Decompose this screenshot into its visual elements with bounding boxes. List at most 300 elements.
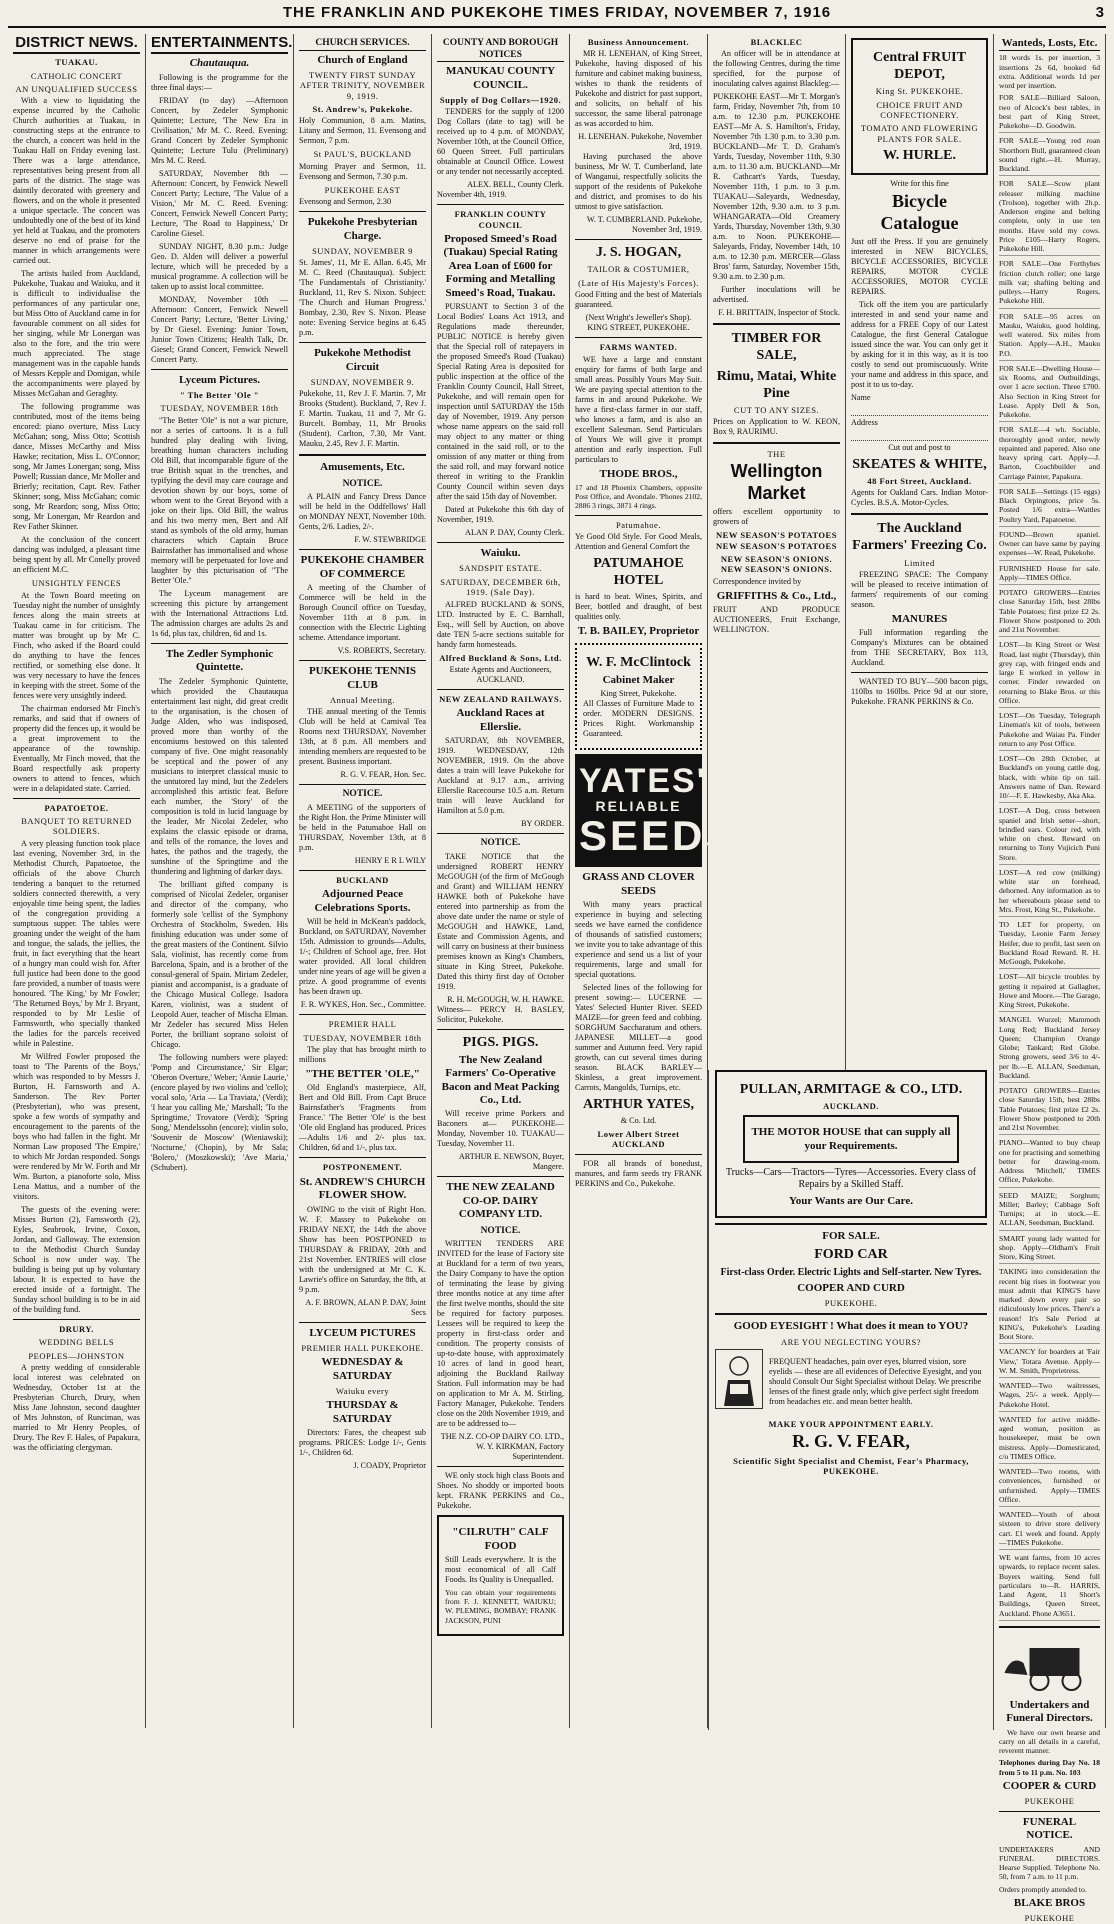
- notice-heading: Waiuku.: [480, 547, 521, 560]
- calf-food-ad: [437, 1515, 564, 1636]
- ad-text: FOR all brands of bonedust, manures, and farm seeds try FRANK PERKINS and Co., Pukekohe.: [575, 1158, 702, 1188]
- divider: [437, 1466, 564, 1467]
- ad-heading: Central FRUIT DEPOT,: [873, 50, 966, 83]
- divider: [151, 643, 288, 644]
- ad-address: (Next Wright's Jeweller's Shop).: [585, 313, 692, 323]
- divider: [999, 1626, 1100, 1628]
- notice-text: Holy Communion, 8 a.m. Matins, Litany and Sermon, 11. Evensong and Sermon, 7 p.m.: [299, 116, 426, 146]
- notice-signature: BY ORDER.: [521, 819, 564, 829]
- notice-heading: PIGS. PIGS.: [462, 1034, 539, 1050]
- notice-subheading: SUNDAY, NOVEMBER 9: [312, 245, 413, 256]
- notice-heading: POSTPONEMENT.: [322, 1162, 403, 1173]
- notice-signature: J. COADY, Proprietor: [353, 1461, 426, 1471]
- yates-logo-word: SEEDS: [579, 812, 737, 860]
- classified-item: SEED MAIZE; Sorghum; Millet; Barley; Cabbage Soft Turnips; at in stock.—E. ALLAN, Seedsman, Buckland.: [999, 1191, 1100, 1231]
- ad-tagline: MAKE YOUR APPOINTMENT EARLY.: [768, 1418, 934, 1429]
- article-heading: UNSIGHTLY FENCES: [31, 578, 122, 589]
- divider: [575, 239, 702, 240]
- ad-trade: Cabinet Maker: [602, 673, 675, 686]
- ad-proprietor: T. B. BAILEY, Proprietor: [577, 625, 700, 638]
- notice-heading: Alfred Buckland & Sons, Ltd.: [439, 652, 562, 663]
- ad-heading: GRASS AND CLOVER SEEDS: [582, 871, 695, 897]
- ad-name: W. HURLE.: [882, 147, 956, 163]
- ad-text: We have our own hearse and carry on all details in a careful, reverent manner.: [999, 1727, 1100, 1756]
- coupon-name-line[interactable]: [851, 393, 988, 416]
- notice-heading: St. ANDREW'S CHURCH FLOWER SHOW.: [299, 1175, 426, 1202]
- ad-address: Lower Albert Street AUCKLAND: [597, 1129, 680, 1150]
- notice-text: A PLAIN and Fancy Dress Dance will be held in the Oddfellows' Hall on MONDAY NEXT, November 10th. Gents, 2/6. Ladies, 2/-.: [299, 492, 426, 532]
- ad-name: PATUMAHOE HOTEL: [593, 556, 684, 589]
- hearse-carriage-icon: [999, 1633, 1100, 1693]
- ad-text: First-class Order. Electric Lights and Self-starter. New Tyres.: [720, 1266, 982, 1278]
- divider: [299, 1322, 426, 1323]
- classified-item: FOR SALE—4 wh. Sociable, thoroughly good order, newly repainted and papered. Also one heavy spring cart. Apply—J. Barton, Coachbuilder and Carriage Painter, Papakura.: [999, 425, 1100, 484]
- notice-signature: W. T. CUMBERLAND. Pukekohe, November 3rd, 1919.: [586, 215, 702, 235]
- notice-text: Having purchased the above business, Mr W. T. Cumberland, late of Wanganui, respectfully solicits the support of the residents of Pukekohe and district, and promises to do his utmost to give satisfaction.: [575, 152, 702, 212]
- notice-heading: NOTICE.: [480, 838, 521, 849]
- article-paragraph: The guests of the evening were: Misses Burton (2), Farnsworth (2), Eyles, Seabrook, Irvine, Coxon, Jordan, and Galloway. The extension to the Methodist Church Sunday School is now under way. The building is being put up by voluntary labour. It is expected to have the erected inside of a fortnight. The Sunday school building is to be in aid of the building fund.: [13, 1204, 140, 1314]
- notice-heading: NOTICE.: [480, 1225, 521, 1236]
- classified-item: PIANO—Wanted to buy cheap one for practising and something better for drawing-room. Address 'Mitchell,' TIMES Office, Pukekohe.: [999, 1138, 1100, 1187]
- article-date: TUESDAY, NOVEMBER 18th: [160, 403, 279, 414]
- ad-name: J. S. HOGAN,: [595, 245, 682, 261]
- article-paragraph: The brilliant gifted company is comprised of Nicolai Zedeler, organiser and director of the company, who formerly sole 'cellist of the Symphony Orchestra of Stockholm, Sweden. His finishing education was under some of the great masters of the Continent. Silvio Sala, violinist, has recently come from Barcelona, Spain, and is a brother of the consul-general of Spain. Miriam Zedeler, pianist and accompanist, is a graduate of the Chicago Musical College. Isadora Karen, violinist, was a student of Leopold Auer, teacher of Mischa Elman. Mr Zedeler has secured Miss Helen Porter, the brilliant soprano soloist of Chicago.: [151, 879, 288, 1049]
- notice-text: A meeting of the Chamber of Commerce will be held in the Borough Council office on Tuesday, November 11th at 8 p.m. in connection with the Electric Lighting scheme. Attendance important.: [299, 583, 426, 643]
- article-paragraph: The artists hailed from Auckland, Pukekohe, Tuakau and Waiuku, and it is difficult to individualise the performances of any particular one, but Miss Otto of Auckland came in for favourable comment on all sides for her singing, while Mr Lonergan was also to the fore, and the trio were much appreciated. The stage management was in the capable hands of Messrs Kepple and Domigan, while the accompaniments were played by Misses McGahan and Geraghty.: [13, 269, 140, 399]
- divider: [299, 1157, 426, 1158]
- article-paragraph: The following numbers were played: 'Pomp and Circumstance,' Sir Elgar; 'Oberon Overture,' Weber; 'Annie Laurie,' (encore played by two violins and 'cello); vocal solo, 'Aria — La Traviata,' (Verdi); 'I hear you calling Me,' Marshall; 'To the Springtime,' Trovatore (Verdi); 'Spring Song,' Mendelssohn (encore); violin solo, 'Souvenir de Moscow' (Wieniawski); 'Nocturne,' (Chopin), by Mr Sala; 'Bolero,' (Moszkowski); 'Ave Maria,' (Schubert).: [151, 1052, 288, 1172]
- section-heading: Amusements, Etc.: [320, 461, 405, 474]
- column-county-notices: [432, 34, 570, 1728]
- article-paragraph: A very pleasing function took place last evening, November 3rd, in the Methodist Church, Papatoetoe, the officials of the above Church tendering a banquet to the returned soldiers connected therewith, a very enjoyable time being spent, the ladies of the congregation providing a sumptuous supper. The tables were groaning under the weight of the ham and tongue, the salads, the jellies, the fruit, in fact everything that the heart of a hungry man could wish for. After full justice had been done to the good fare provided, a number of toasts were honoured. 'The King,' by Mr Fowler; 'The Returned Boys,' by Mr J. Bryant, responded to by Mr Leslie of Farmsworth, who specially thanked the ladies for the parcels received while in Palestine.: [13, 838, 140, 1048]
- yates-seeds-logo: [575, 754, 737, 867]
- rates-text: 18 words 1s. per insertion, 3 insertions 2s 6d, booked 6d extra. Additional words 1d per word per insertion.: [999, 53, 1100, 91]
- section-heading: COUNTY AND BOROUGH NOTICES: [437, 38, 564, 62]
- classified-item: FOR SALE—Settings (15 eggs) Black Orpingtons, price 5s. Posted 1/6 extra—Wattles Poultry Yard, Papatoetoe.: [999, 487, 1100, 527]
- ad-text: Ye Good Old Style. For Good Meals, Attention and General Comfort the: [575, 532, 702, 552]
- column-wanteds: [994, 34, 1106, 1924]
- ad-heading: FUNERAL NOTICE.: [1022, 1815, 1077, 1842]
- notice-text: Further inoculations will be advertised.: [713, 285, 840, 305]
- notice-signature: HENRY E R L WILY: [354, 856, 426, 866]
- notice-heading: FARMS WANTED.: [599, 342, 678, 353]
- divider: [299, 784, 426, 785]
- classified-item: VACANCY for boarders at 'Fair View,' Totara Avenue. Apply—W. M. Smith, Proprietress.: [999, 1347, 1100, 1378]
- article-heading: CATHOLIC CONCERT: [30, 70, 123, 81]
- lower-right-ads: [708, 1070, 994, 1730]
- ad-subheading: NEW SEASON'S ONIONS. NEW SEASON'S ONIONS.: [720, 554, 833, 575]
- article-paragraph: The Zedeler Symphonic Quintette, which provided the Chautauqua entertainment last night, did great credit to the organisation, is the chosen of Judge Alden, who was indisposed, proved more than worthy of the encomiums bestowed on this talented company of five. One might reasonably be sceptical and the power of any musicians to interpret classical music to the untutored lay mind, but the Zedelers accomplished this artistic feat. Before each number, the 'Story' of the composition is told in lucid language by the leader, Mr Nicolai Zedeler, who explains the classic episode or drama, and tells of the romance, the loves and hates, the pathos and the tragedy, the sunshine of the Springtime and the thundering and lightning of darker days.: [151, 676, 288, 876]
- ad-place: PUKEKOHE: [1024, 1913, 1075, 1924]
- divider: [437, 689, 564, 690]
- classified-item: POTATO GROWERS—Entries close Saturday 15th, best 28lbs Table Potatoes; first prize £2 2s. Flower Show postponed to 20th and 21st November.: [999, 588, 1100, 637]
- ad-note: (Late of His Majesty's Forces).: [578, 277, 699, 288]
- ad-text: Prices on Application to W. KEON, Box 9, RAURIMU.: [713, 417, 840, 437]
- motor-house-box: [743, 1115, 959, 1163]
- article-paragraph: MONDAY, November 10th — Afternoon: Concert, Fenwick Newell Concert Party; Lecture, 'Better Living,' by Dr Giesel. Evening: Junior Town, Junior Town Citizens; Health Talk, Dr. Giesel; Grand Concert, Fenwick Newell Concert Party.: [151, 294, 288, 364]
- ad-name: W. F. McClintock: [586, 654, 691, 670]
- wanted-list: [999, 93, 1100, 1621]
- ad-name: SKEATES & WHITE,: [852, 456, 987, 472]
- ad-text: Cut out and post to: [888, 442, 951, 452]
- notice-text: PURSUANT to Section 3 of the Local Bodies' Loans Act 1913, and Regulations made thereunder, PUBLIC NOTICE is hereby given that the Special roll of ratepayers in the proposed Smeed's Road (Tuakau) Special Rating Area is deposited for public inspection at the office of the Franklin County Council, Hall Street, Pukekohe, and will remain open for inspection until SATURDAY the 15th day of November, 1919. Any person whose name appears on the said roll may object to any matter or thing contained in the said roll, or to the omission of any matter or thing from the said roll, and may forward notice thereof in writing to the Franklin County Council within seven days after the said 15th day of November.: [437, 302, 564, 502]
- article-heading: WEDDING BELLS: [38, 1337, 115, 1348]
- divider: [851, 672, 988, 673]
- ad-text: Selected lines of the following for present sowing:— LUCERNE — Yates' Selected Hunter River. SEED MAIZE—for green feed and cobbing. SORGHUM Saccharatum and others. JAPANESE MILLET—a good summer and Autumn feed. Very rapid growth, can cut several times during season. BLACK BARLEY— Skinless, a great improvement. Carrots, Mangolds, Turnips, etc.: [575, 982, 702, 1092]
- notice-text: Estate Agents and Auctioneers, AUCKLAND.: [449, 664, 552, 684]
- divider: [299, 1014, 426, 1015]
- notice-text: SATURDAY, 8th NOVEMBER, 1919. WEDNESDAY, 12th NOVEMBER, 1919. On the above dates a train will leave Pukekohe for Auckland at 9.17 a.m., arriving Ellerslie Racecourse 10.5 a.m. Return train will leave Auckland for Hamilton at 5.0 p.m.: [437, 736, 564, 816]
- notice-heading: PUKEKOHE CHAMBER OF COMMERCE: [300, 554, 425, 580]
- classified-item: WANTED—Two rooms, with conveniences, furnished or unfurnished. Apply—TIMES Office.: [999, 1467, 1100, 1507]
- coupon-label: Address: [851, 417, 878, 427]
- ad-address: King St. PUKEKOHE.: [875, 86, 964, 97]
- article-paragraph: SATURDAY, November 8th — Afternoon: Concert, by Fenwick Newell Concert Party; Lecture, 'The Value of a Vision,' Mr M. C. Reed. Evening: Concert, Fenwick Newell Concert Party; Lecture, 'The Road to Happiness,' Dr Caroline Giesel.: [151, 168, 288, 238]
- notice-subheading: SUNDAY, NOVEMBER 9.: [310, 377, 415, 388]
- divider: [13, 1319, 140, 1320]
- notice-text: TENDERS for the supply of 1200 Dog Collars (date to tag) will be received up to 4 p.m. of MONDAY, November 10th, at the Council Office, 60 Queen Street. Full particulars obtainable at Council Office. Lowest or any tender not necessarily accepted.: [437, 107, 564, 177]
- notice-text: St. James', 11, Mr E. Allan. 6.45, Mr M. C. Reed (Chautauqua). Subject: 'The Fundamentals of Christianity.' Buckland, 11, Rev S. Nixon. Subject: 'The Church and Human Progress.' Bombay, 2.30, Rev S. Nixon. Please note: Evening Service begins at 6.45 p.m.: [299, 258, 426, 338]
- newspaper-title: THE FRANKLIN AND PUKEKOHE TIMES FRIDAY, NOVEMBER 7, 1916: [282, 4, 832, 21]
- notice-signature: ALEX. BELL, County Clerk.: [467, 180, 564, 190]
- divider: [299, 342, 426, 343]
- page-number: 3: [1095, 4, 1104, 21]
- notice-subheading: PUKEKOHE EAST: [324, 184, 401, 195]
- coupon-label: Name: [851, 392, 871, 402]
- article-subheading: PEOPLES—JOHNSTON: [28, 1350, 125, 1361]
- notice-text: ALFRED BUCKLAND & SONS, LTD. Instructed by E. C. Barnhall, Esq., will Sell by Auction, on above date TEN 5-acre sections suitable for handy farm homesteads.: [437, 599, 564, 649]
- section-heading: DISTRICT NEWS.: [13, 34, 140, 54]
- ad-text: Write for this fine: [890, 179, 949, 189]
- notice-subheading: Annual Meeting.: [329, 695, 396, 706]
- ad-text: is hard to beat. Wines, Spirits, and Beer, bottled and draught, of best qualities only.: [575, 592, 702, 622]
- ad-text: Correspondence invited by: [713, 576, 802, 586]
- notice-heading: NOTICE.: [342, 789, 383, 800]
- ad-heading: FOR SALE.: [822, 1230, 880, 1243]
- notice-text: Will be held in McKean's paddock, Buckland, on SATURDAY, November 15th. Admission to grounds—Adults, 1/-; Children of School age, free. Hot water provided. All local children under nine years of age will be given a prize. A good programme of events has been drawn up.: [299, 917, 426, 997]
- notice-signature: R. H. McGOUGH, W. H. HAWKE.: [447, 994, 564, 1004]
- ad-heading: The Auckland Farmers' Freezing Co.: [852, 521, 987, 554]
- notice-text: Pukekohe, 11, Rev J. F. Martin. 7, Mr Brooks (Student). Buckland, 7, Rev J. F. Martin. Tuakau, 11 and 7, Mr G. Burcelt. Bombay, 11, Mr Brooks (Student). Carlton, 7.30, Mr Vant. Mauku, 2.45, Rev J. F. Martin.: [299, 389, 426, 449]
- notice-heading: BUCKLAND: [336, 875, 389, 886]
- column-entertainments: [146, 34, 294, 1728]
- classified-item: FOR SALE—95 acres on Mauku, Waiuku, good holding, well watered. Six miles from Station. Apply—A.H., Mauku P.O.: [999, 312, 1100, 361]
- ad-address: King Street, Pukekohe.: [600, 689, 677, 699]
- notice-text: WE have a large and constant enquiry for farms of both large and small areas. Possibly Yours May Suit. We are paying special attention to the farms in and around Pukekohe. We have a first-class farmer in our staff, who knows a farm, and is also an excellent Salesman. Send Particulars of Yours We will give it prompt attention and early inspection. Full particulars to: [575, 354, 702, 464]
- divider: [715, 1223, 987, 1225]
- column-business: [570, 34, 737, 1728]
- notice-heading: NOTICE.: [342, 478, 383, 489]
- notice-heading: Proposed Smeed's Road (Tuakau) Special Rating Area Loan of £600 for Forming and Metalling Smeed's Road, Tuakau.: [443, 233, 558, 299]
- yates-logo-word: YATES': [579, 762, 707, 801]
- classified-item: LOST—A red cow (milking) white star on forehead, dehorned. Any information as to her whereabouts please send to Mrs. Frost, King St., Pukekohe.: [999, 868, 1100, 917]
- ad-subheading: MANURES: [891, 612, 948, 625]
- yates-logo-word: RELIABLE: [595, 798, 682, 815]
- ad-subheading: THE MOTOR HOUSE that can supply all your Requirements.: [751, 1126, 951, 1152]
- notice-heading: Pukekohe Presbyterian Charge.: [307, 216, 418, 242]
- divider: [299, 549, 426, 550]
- notice-date: November 4th, 1919.: [437, 190, 507, 200]
- notice-subheading: SANDSPIT ESTATE.: [459, 563, 542, 574]
- classified-item: LOST—A Dog, cross between spaniel and Irish setter—short, brindled ears. Colour red, with white on chest. Reward on returning to Tony Vujicich Puni Store.: [999, 806, 1100, 865]
- classified-item: MANGEL Wurzel; Mammoth Long Red; Buckland Jersey Queen; Champion Orange Globe; Tankard; Red Globe. Strong growers, seed 3/6 to 4/- per lb.—E. ALLAN, Seedsman, Buckland.: [999, 1015, 1100, 1083]
- ad-text: FREEZING SPACE: The Company will be pleased to receive intimation of farmers' requirements of our coming season.: [851, 569, 988, 609]
- article-subheading: AN UNQUALIFIED SUCCESS: [15, 84, 138, 95]
- notice-heading: THE NEW ZEALAND CO-OP. DAIRY COMPANY LTD.: [446, 1181, 555, 1221]
- ad-text: FRUIT AND PRODUCE AUCTIONEERS, Fruit Exchange, WELLINGTON.: [713, 605, 840, 635]
- ad-heading: FORD CAR: [814, 1247, 888, 1263]
- article-paragraph: "The Better 'Ole" is not a war picture, nor a series of cartoons. It is a full hundred play dealing with living, breathing human characters including Old Bill, that incomparable figure of the true British squat in the trenches, and typifying the devil may care courage and devotion shown by our boys, some of whom went to the Great Beyond with a joke on their lips. Old Bill, the walrus and his two merry men, Bert and Alf stand as symbols of the old army, human characters which Captain Bruce Bairnsfather has immortalised and whose memory will be perpetuated for love and laughter by this picturisation of "The Better 'Ole.": [151, 415, 288, 585]
- ad-tagline: Your Wants are Our Care.: [789, 1194, 913, 1207]
- ad-heading: "CILRUTH" CALF FOOD: [452, 1526, 549, 1552]
- man-reading-icon: [715, 1349, 763, 1409]
- divider: [437, 542, 564, 543]
- ad-text: offers excellent opportunity to growers of: [713, 507, 840, 527]
- ad-text: Telephones during Day No. 18 from 5 to 11 p.m. No. 103: [999, 1758, 1100, 1777]
- notice-text: Witness— PERCY H. BASLEY, Solicitor, Pukekohe.: [437, 1004, 564, 1024]
- notice-text: Will receive prime Porkers and Baconers at— PUKEKOHE—Monday, November 10. TUAKAU—Tuesday, November 11.: [437, 1109, 564, 1149]
- coupon-address-line[interactable]: [851, 418, 988, 441]
- notice-heading: "THE BETTER 'OLE,": [305, 1067, 420, 1080]
- notice-heading: Adjourned Peace Celebrations Sports.: [314, 888, 411, 914]
- masthead: [8, 4, 1106, 28]
- notice-signature: THE N.Z. CO-OP DAIRY CO. LTD., W. Y. KIRKMAN, Factory Superintendent.: [440, 1432, 564, 1462]
- notice-text: An officer will be in attendance at the following Centres, during the time specified, for the purpose of inoculating calves against Blackleg:—: [713, 49, 840, 89]
- classified-item: LOST—In King Street or West Road, last night (Thursday), thin grey cap, with fringed ends and large E worked in yellow in corner. Finder rewarded on returning to Blake Bros. or this Office.: [999, 640, 1100, 708]
- pullan-armitage-ad: [715, 1070, 987, 1218]
- ad-text: Orders promptly attended to.: [999, 1884, 1087, 1894]
- notice-heading: Business Announcement.: [587, 37, 690, 47]
- article-heading: The Zedler Symphonic Quintette.: [165, 647, 274, 674]
- ad-place: KING STREET, PUKEKOHE.: [587, 323, 690, 333]
- notice-signature: ARTHUR E. NEWSON, Buyer, Mangere.: [458, 1152, 564, 1172]
- divider: [13, 798, 140, 799]
- divider: [437, 204, 564, 205]
- notice-text: Old England's masterpiece, Alf, Bert and Old Bill. From Capt Bruce Bairnsfather's 'Fragments from France.' 'The Better 'Ole' is the best 'Ole old England has produced. Prices—Adults 1/6 and 2/- plus tax. Children, 6d and 1/-, plus tax.: [299, 1083, 426, 1153]
- ad-name: COOPER AND CURD: [797, 1281, 905, 1294]
- divider: [999, 1811, 1100, 1812]
- notice-text: MR H. LENEHAN, of King Street, Pukekohe, having disposed of his furniture and cabinet making business, wishes to thank the residents of Pukekohe and district for past support, and solicits, on behalf of his successor, the same liberal patronage as was accorded to him.: [575, 49, 702, 129]
- classified-item: LOST—On Tuesday, Telegraph Lineman's kit of tools, between Pukekohe and Waiau Pa. Finder return to any Post Office.: [999, 711, 1100, 751]
- notice-subheading: Supply of Dog Collars—1920.: [439, 94, 562, 105]
- divider: [299, 454, 426, 456]
- classified-item: WANTED—Two waitresses, Wages, 25/- a week. Apply—Pukekohe Hotel.: [999, 1381, 1100, 1412]
- divider: [851, 513, 988, 515]
- ad-heading: Rimu, Matai, White Pine: [716, 368, 837, 401]
- classified-item: FURNISHED House for sale. Apply—TIMES Office.: [999, 564, 1100, 586]
- notice-text: PUKEKOHE EAST—Mr T. Morgan's farm, Friday, November 7th, from 10 a.m. to 12.30 p.m. PUKEKOHE EAST—Mr A. S. Hamilton's, Friday, November 7th 1.30 p.m. to 3.30 p.m. BUCKLAND—Mr T. D. Graham's Yards, Tuesday, November 11th, 9.30 a.m. to 11.30 a.m. BUCKLAND—Mr R. Cathcart's Yards, Tuesday, November 11th, 1 p.m. to 3 p.m. TUAKAU—Saleyards, Wednesday, November 12th, 9.30 a.m. to 3 p.m. WHANGARATA—Old Creamery Yards, Thursday, November 13th, 9.30 a.m. to Noon. PUKEKOHE—Saleyards, Friday, November 14th, 10 a.m. to 12.30 p.m. MERCER—Glass Bros' farm, Saturday, November 15th, 9.30 a.m. to 2.30 p.m.: [713, 92, 840, 282]
- divider: [437, 1176, 564, 1177]
- notice-subheading: St. Andrew's, Pukekohe.: [312, 104, 413, 115]
- notice-text: TAKE NOTICE that the undersigned ROBERT HENRY McGOUGH (of the firm of McGough and Grant) and WILLIAM HENRY HAWKE both of Pukekohe have entered into partnership as from the above date under the name or style of McGOUGH and HAWKE, Land, Estate and Commission Agents, and will carry on business at their business premises known as King's Chambers, situate in King Street, Pukekohe. Dated this thirty first day of October 1919.: [437, 851, 564, 991]
- classified-item: TO LET for property, on Tuesday, Leonie Farm Jersey Heifer, due to profit, last seen on Buckland Road Reward. R. H. McGough, Pukekohe.: [999, 920, 1100, 969]
- eyesight-ad-body: [715, 1349, 987, 1415]
- notice-subheading: Waiuku every: [335, 1386, 390, 1397]
- notice-heading: MANUKAU COUNTY COUNCIL.: [445, 65, 556, 91]
- notice-subheading: TUESDAY, NOVEMBER 18th: [303, 1032, 422, 1043]
- classified-item: POTATO GROWERS—Entries close Saturday 15th, best 28lbs Table Potatoes; first prize £2 2s. Flower Show postponed to 20th and 21st November.: [999, 1086, 1100, 1135]
- notice-signature: F. H. BRITTAIN, Inspector of Stock.: [718, 308, 840, 318]
- divider: [299, 211, 426, 212]
- ad-text: 17 and 18 Phoenix Chambers, opposite Post Office, and Avondale. 'Phones 2102, 2886 3 rings, 3871 4 rings.: [575, 482, 702, 511]
- article-paragraph: At the Town Board meeting on Tuesday night the number of unsightly fences along the main streets at Tuakau came in for criticism. The matter was brought up by Mr C. Finch, who asked if the Board could do anything to have the fences rectified, or something else done. It was very necessary to have the fences in keeping with the street. Some of the fences were very unsightly indeed.: [13, 590, 140, 700]
- classified-item: LOST—All bicycle troubles by getting it repaired at Gallagher, Howe and Moore.—The Garage, King Street, Pukekohe.: [999, 972, 1100, 1012]
- classified-item: LOST—On 28th October, at Buckland's on young cattle dog, black, with white tip on tail. Answers name of Dan. Reward 10/—F. E. Hawkesby, Aka Aka.: [999, 754, 1100, 803]
- notice-heading: FRANKLIN COUNTY COUNCIL: [454, 209, 547, 230]
- classified-item: FOR SALE—One Forthyhes friction clutch roller; one large milk vat; shafting belting and pulleys.—Harry Rogers, Pukekohe Hill.: [999, 259, 1100, 308]
- notice-text: The play that has brought mirth to millions: [299, 1044, 426, 1064]
- divider: [299, 870, 426, 871]
- article-paragraph: Mr Wilfred Fowler proposed the toast to 'The Parents of the Boys,' which was responded to by Messrs J. Burton, H. Farnsworth and A. Sanderson. The Rev Porter (Presbyterian), who was present, spoke a few words of sympathy and encouragement to the parents of the boys who had fallen in the fight. Mr Norman Law proposed 'The Empire,' to which Mr Jordan responded. Songs were rendered by Mr W. Forth and Mr Wm. Burton, a pianoforte solo, Miss Lena Mattus, and a number of the visitors.: [13, 1051, 140, 1201]
- article-subheading: " The Better 'Ole ": [179, 390, 260, 401]
- ad-subheading: THE: [767, 449, 786, 460]
- classified-item: WANTED for active middle-aged woman, position as housekeeper, must be own mistress. Apply—Domesticated, c/o TIMES Office.: [999, 1415, 1100, 1464]
- divider: [715, 1313, 987, 1315]
- divider: [151, 369, 288, 370]
- notice-subheading: PREMIER HALL PUKEKOHE.: [301, 1342, 424, 1353]
- ad-text: With many years practical experience in buying and selecting seeds we have earned the confidence of thousands of satisfied customers; we invite you to take advantage of this experience and send us a list of your requirements, large and small for special quotations.: [575, 899, 702, 979]
- classified-item: FOUND—Brown spaniel. Owner can have same by paying expenses—W. Read, Pukekohe.: [999, 530, 1100, 561]
- notice-signature: ALAN P. DAY, County Clerk.: [465, 528, 564, 538]
- article-paragraph: At the conclusion of the concert dancing was indulged, a pleasant time being spent by all. Mr Conelly proved an efficient M.C.: [13, 535, 140, 575]
- ad-subheading: ARE YOU NEGLECTING YOURS?: [780, 1336, 922, 1347]
- ad-subheading: Limited: [904, 557, 935, 568]
- ad-text: Full information regarding the Company's Mixtures can be obtained from THE SECRETARY, Box 113, Auckland.: [851, 628, 988, 668]
- column-district-news: [8, 34, 146, 1728]
- ad-name: THODE BROS.,: [599, 467, 678, 480]
- divider: [437, 833, 564, 834]
- ad-name: GRIFFITHS & Co., Ltd.,: [716, 589, 837, 602]
- notice-heading: Church of England: [317, 53, 408, 66]
- ad-text: TOMATO AND FLOWERING PLANTS FOR SALE.: [860, 123, 979, 144]
- notice-text: Dated at Pukekohe this 6th day of November, 1919.: [437, 505, 564, 525]
- ad-subheading: CUT TO ANY SIZES.: [733, 404, 820, 415]
- section-heading: Wanteds, Losts, Etc.: [999, 37, 1100, 51]
- notice-heading: Patumahoe.: [616, 519, 661, 530]
- article-heading: Chautauqua.: [189, 57, 250, 70]
- notice-heading: Auckland Races at Ellerslie.: [456, 707, 545, 733]
- divider: [575, 337, 702, 338]
- article-paragraph: The following programme was contributed, most of the items being encored: piano overture, Miss Lucy McGahan; song, Miss Otto; Scottish dance, Misses McCarthy and Miss Hawke; recitation, Miss L. O'Connor; song, Mr James Lonergan; song, Miss Powell; Russian dance, Mr Moller and Brierly; recitation, Capt. Rev. Father Skinner; song, Miss McGahan; comic song, Mr Reardon; song, Miss Otto; song, Mr Lonergan, Mr Reardon and Rev Father Skinner.: [13, 402, 140, 532]
- ad-trade: TAILOR & COSTUMIER,: [587, 264, 690, 275]
- place-heading: DRURY.: [59, 1323, 94, 1334]
- ad-subheading: NEW SEASON'S POTATOES NEW SEASON'S POTATOES: [716, 530, 837, 551]
- notice-text: THE annual meeting of the Tennis Club will be held at Carnival Tea Rooms next THURSDAY, November 13th, at 8 p.m. All members and intending members are requested to be present. Business important.: [299, 707, 426, 767]
- ad-address: 48 Fort Street, Auckland.: [867, 476, 972, 487]
- notice-signature: A. F. BROWN, ALAN P. DAY, Joint Secs: [305, 1297, 426, 1317]
- ad-name: R. G. V. FEAR,: [792, 1430, 910, 1451]
- divider: [437, 1029, 564, 1030]
- divider: [713, 442, 840, 444]
- ad-heading: Wellington Market: [730, 461, 823, 504]
- ad-name: BLAKE BROS: [1013, 1896, 1086, 1909]
- ad-place: PUKEKOHE: [1024, 1796, 1075, 1807]
- notice-heading: BLACKLEC: [750, 37, 803, 47]
- ad-text: Good Fitting and the best of Materials guaranteed.: [575, 290, 702, 310]
- notice-text: OWING to the visit of Right Hon. W. F. Massey to Pukekohe on FRIDAY NEXT, the 14th the above Show has been POSTPONED to THURSDAY & FRIDAY, 20th and 21st November. ENTRIES will close with the undersigned at Mr C. K. Lawrie's office on Saturday, the 8th, at 9 p.m.: [299, 1204, 426, 1294]
- notice-signature: H. LENEHAN. Pukekohe, November 3rd, 1919.: [578, 132, 702, 152]
- ad-name: PULLAN, ARMITAGE & CO., LTD.: [739, 1082, 963, 1097]
- article-paragraph: The chairman endorsed Mr Finch's remarks, and said that if owners of property did the fences up, it would be a great improvement to the appearance of the township. Eventually, Mr Finch moved, that the Board respectfully ask property owners to attend to fences, which were in a delapidated state. Carried.: [13, 703, 140, 793]
- article-paragraph: Following is the programme for the three final days:—: [151, 72, 288, 92]
- ad-text: All Classes of Furniture Made to order. MODERN DESIGNS. Prices Right. Workmanship Guaranteed.: [583, 699, 694, 739]
- notice-heading: THURSDAY & SATURDAY: [326, 1399, 399, 1425]
- ad-name: ARTHUR YATES,: [582, 1096, 694, 1112]
- article-paragraph: With a view to liquidating the expense incurred by the Catholic Church authorities at Tuakau, in constructing steps at the entrance to the church, a concert was held in the Tuakau Hall on Friday evening last. There was a large attendance, representatives being present from all parts of the district. The stage was daintily decorated with greenery and flowers, and on the whole it presented a unique spectacle. The concert was undoubtedly one of the best of its kind yet held at Tuakau, and the promoters deserve no end of praise for the manner in which arrangements were carried out.: [13, 96, 140, 266]
- ad-name: COOPER & CURD: [1002, 1779, 1097, 1792]
- notice-heading: PREMIER HALL: [328, 1019, 397, 1030]
- divider: [575, 515, 702, 516]
- classified-item: WANTED—Youth of about sixteen to drive store delivery cart. £1 week and found. Apply—TIMES Pukekohe.: [999, 1510, 1100, 1550]
- divider: [713, 323, 840, 325]
- notice-text: A MEETING of the supporters of the Right Hon. the Prime Minister will be held in the Patumahoe Hall on THURSDAY, November 13th, at 8 p.m.: [299, 803, 426, 853]
- classified-item: WE want farms, from 10 acres upwards, to replace recent sales. Buyers waiting. Send full particulars to—R. HARRIS, Land Agent, 11 Short's Buildings, Queen Street, Auckland. Phone A3651.: [999, 1553, 1100, 1621]
- ad-heading: GOOD EYESIGHT ! What does it mean to YOU?: [733, 1320, 969, 1333]
- ad-heading: Bicycle Catalogue: [880, 191, 959, 233]
- notice-subheading: SATURDAY, DECEMBER 6th, 1919. (Sale Day).: [440, 576, 561, 598]
- ad-subheading: Scientific Sight Specialist and Chemist, Fear's Pharmacy, PUKEKOHE.: [733, 1455, 969, 1477]
- notice-text: Evensong and Sermon, 2.30: [299, 197, 392, 207]
- notice-signature: V.S. ROBERTS, Secretary.: [337, 646, 426, 656]
- notice-heading: LYCEUM PICTURES: [309, 1326, 416, 1339]
- article-paragraph: The Lyceum management are screening this picture by arrangement with the International Attractions Ltd. The admission charges are adults 2s and 1s 6d, plus tax, children, 6d and 1s.: [151, 588, 288, 638]
- notice-heading: PUKEKOHE TENNIS CLUB: [308, 665, 417, 691]
- ad-company: & Co. Ltd.: [620, 1116, 657, 1126]
- ad-place: AUCKLAND.: [823, 1101, 879, 1112]
- classified-item: FOR SALE—Scow plant releaser milking machine (Trolson), together with 2h.p. Anderson engine and belting complete, only in use ten months. Have sold my cows. Price £105—Harry Rogers, Pukekohe Hill.: [999, 179, 1100, 256]
- ad-heading: TIMBER FOR SALE,: [731, 331, 822, 364]
- ad-place: PUKEKOHE.: [824, 1298, 878, 1309]
- classified-item: TAKING into consideration the recent big rises in footwear you must admit that KING'S have marked down every pair so ridiculously low prices. There's a reason! It's Sale Period at KING's, Pukekohe's Leading Boot Store.: [999, 1267, 1100, 1344]
- column-church-services: [294, 34, 432, 1728]
- ad-text: UNDERTAKERS AND FUNERAL DIRECTORS. Hearse Supplied. Telephone No. 50, from 7 a.m. to 11 p.m.: [999, 1844, 1100, 1882]
- notice-heading: WEDNESDAY & SATURDAY: [321, 1356, 404, 1382]
- ad-heading: Undertakers and Funeral Directors.: [1006, 1698, 1093, 1725]
- notice-text: WRITTEN TENDERS ARE INVITED for the lease of Factory site at Buckland for a term of two years, the Dairy Company to have the option of terminating the lease by giving three months notice at any time after the first twelve months, should the site be required for factory purposes. Lessees will be required to keep the property in first-class order and condition. The property consists of up-to-date house, with approximately 10 acres of land in good heart, adjoining the Buckland Railway Station. Full information may be had on application to Mr A. M. Stirling, Factory Manager, Pukekohe. Tenders close on the 20th November 1919, and are to be addressed to—: [437, 1239, 564, 1429]
- notice-heading: Pukekohe Methodist Circuit: [314, 347, 411, 373]
- fruit-depot-ad: [851, 38, 988, 175]
- article-paragraph: SUNDAY NIGHT, 8.30 p.m.: Judge Geo. D. Alden will deliver a powerful lecture, which will be preceded by a musical programme. A collection will be taken up to assist local committee.: [151, 241, 288, 291]
- divider: [575, 1154, 702, 1155]
- place-heading: TUAKAU.: [55, 57, 98, 68]
- notice-signature: R. G. V. FEAR, Hon. Sec.: [340, 770, 426, 780]
- classified-item: SMART young lady wanted for shop. Apply—Oldham's Fruit Store, King Street.: [999, 1234, 1100, 1265]
- ad-text: FREQUENT headaches, pain over eyes, blurred vision, sore eyelids — these are all evidences of Defective Eyesight, and you should Consult Our Sight Specialist without Delay. We prescribe lenses of the finest grade only, which give perfect sight freedom from headaches etc. and mean better health.: [769, 1357, 982, 1407]
- ad-text: You can obtain your requirements from F. J. KENNETT, WAIUKU; W. PLEMING, BOMBAY; FRANK JACKSON, PUNI: [445, 1587, 556, 1625]
- notice-subheading: TWENTY FIRST SUNDAY AFTER TRINITY, NOVEMBER 9, 1919.: [299, 69, 426, 101]
- notice-text: WE only stock high class Boots and Shoes. No shoddy or imported boots kept. FRANK PERKINS and Co., Pukekohe.: [437, 1471, 564, 1511]
- article-paragraph: A pretty wedding of considerable local interest was celebrated on Wednesday, October 1st at the Presbyterian Church, Drury, when Miss Jane Johnston, second daughter of Mrs Johnston, of Runciman, was married to Mr Henry Peoples, of Drury. The Rev F. Hales, of Papakura, was the officiating clergyman.: [13, 1362, 140, 1452]
- classified-item: FOR SALE—Dwelling House—six Rooms, and Outbuildings, over 1 acre section. Three £700. Also Section in King Street for Lease. Apply Dell & Son, Pukekohe.: [999, 364, 1100, 423]
- notice-heading: The New Zealand Farmers' Co-Operative Bacon and Meat Packing Co., Ltd.: [441, 1053, 560, 1106]
- ad-text: WANTED TO BUY—500 bacon pigs, 110lbs to 160lbs. Price 9d at our store, Pukekohe. FRANK PERKINS & Co.: [851, 677, 988, 707]
- classified-item: FOR SALE—Billiard Saloon, two of Alcock's best tables, in best part of King Street, Pukekohe—D. Goodwin.: [999, 93, 1100, 133]
- classified-item: FOR SALE—Young red roan Shorthorn Bull, guaranteed clean sound right.—H. Murray, Buckland.: [999, 136, 1100, 176]
- notice-signature: F. R. WYKES, Hon. Sec., Committee.: [300, 1000, 426, 1010]
- article-heading: BANQUET TO RETURNED SOLDIERS.: [21, 816, 132, 837]
- ad-text: Still Leads everywhere. It is the most economical of all Calf Foods. Its Quality is Unequalled.: [445, 1554, 556, 1584]
- place-heading: PAPATOETOE.: [44, 802, 109, 813]
- notice-text: Directors: Fares, the cheapest sub programs. PRICES: Lodge 1/-, Gents 1/-, Children 6d.: [299, 1428, 426, 1458]
- ad-text: Agents for Oakland Cars. Indian Motor-Cycles. B.S.A. Motor-Cycles.: [851, 488, 988, 508]
- notice-signature: F. W. STEWBRIDGE: [354, 535, 426, 545]
- ad-text: Tick off the item you are particularly interested in and send your name and address for a FREE Copy of our Latest Catalogue, the first General Catalogue issued since the war. You can only get it by asking for it in this way, as it is too costly to send out promiscuously. Write your name and address in this space, and post it to us to-day.: [851, 299, 988, 389]
- notice-heading: NEW ZEALAND RAILWAYS.: [439, 693, 562, 704]
- section-heading: ENTERTAINMENTS.: [151, 34, 288, 54]
- ad-text: Just off the Press. If you are genuinely interested in NEW BICYCLES, BICYCLE ACCESSORIES, BICYCLE REPAIRS, MOTOR CYCLE ACCESSORIES, MOTOR CYCLE REPAIRS.: [851, 236, 988, 296]
- divider: [299, 660, 426, 661]
- notice-text: Morning Prayer and Sermon, 11. Evensong and Sermon, 7.30 p.m.: [299, 161, 426, 181]
